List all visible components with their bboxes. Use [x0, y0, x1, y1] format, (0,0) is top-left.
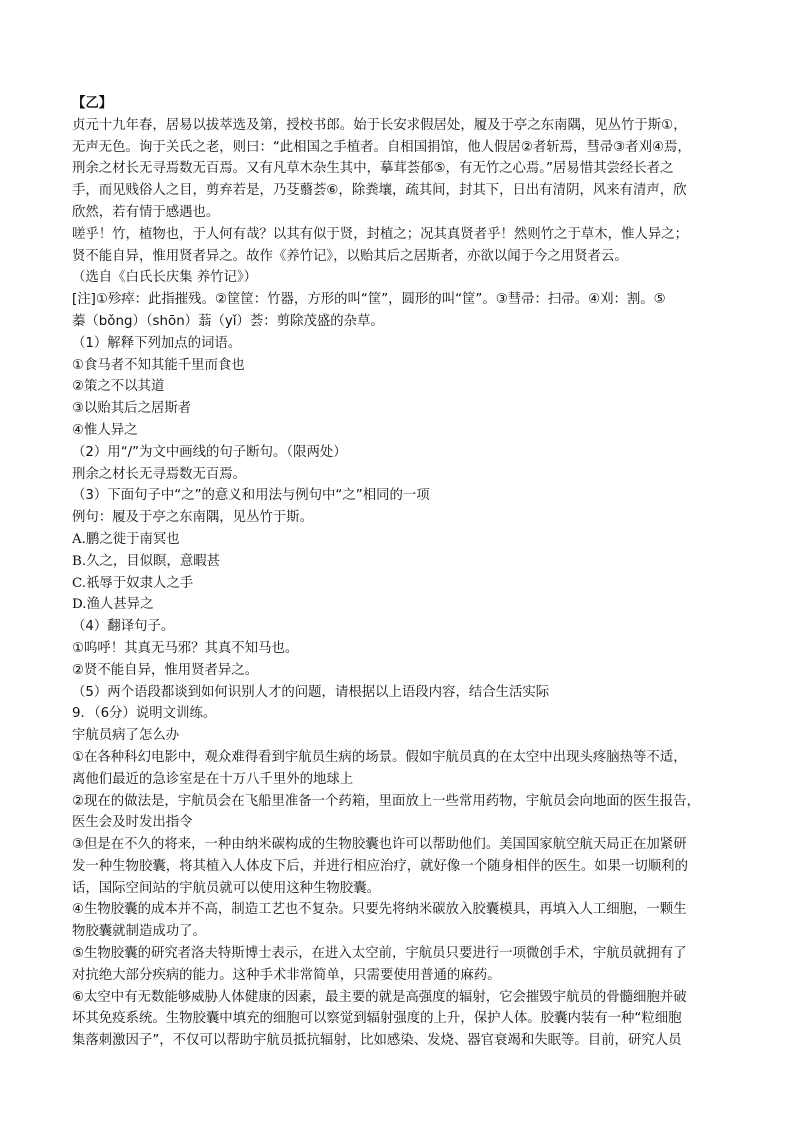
option-b: B.久之，目似瞑，意暇甚	[72, 553, 221, 569]
passage-line: 嗟乎！竹，植物也，于人何有哉？以其有似于贤，封植之；况其真贤者乎！然则竹之于草木，惟人异之；	[72, 226, 688, 242]
option-d: D.渔人甚异之	[72, 597, 154, 613]
article-line: 集落刺激因子”，不仅可以帮助宇航员抵抗辐射，比如感染、发烧、器官衰竭和失眠等。目前，研究人员	[72, 1033, 682, 1049]
passage-line: 欣然，若有情于感遇也。	[72, 204, 220, 220]
passage-line: 贤不能自异，惟用贤者异之。故作《养竹记》，以贻其后之居斯者，亦欲以闻于今之用贤者云。	[72, 248, 628, 264]
question-item: ①呜呼！其真无马邪？其真不知马也。	[72, 640, 299, 656]
article-line: 话，国际空间站的宇航员就可以使用这种生物胶囊。	[72, 880, 380, 896]
article-title: 宇航员病了怎么办	[72, 728, 180, 744]
article-line: 物胶囊就制造成功了。	[72, 924, 206, 940]
question-line: （5）两个语段都谈到如何识别人才的问题，请根据以上语段内容，结合生活实际	[72, 684, 550, 700]
article-line: ⑥太空中有无数能够威胁人体健康的因素，最主要的就是高强度的辐射，它会摧毁宇航员的骨髓细胞并破	[72, 989, 687, 1005]
question-line: （4）翻译句子。	[72, 619, 175, 635]
question-item: ②贤不能自异，惟用贤者异之。	[72, 662, 259, 678]
passage-line: 刑余之材长无寻焉数无百焉。又有凡草木杂生其中，摹茸荟郁⑤，有无竹之心焉。”居易惜其尝经长者之	[72, 161, 674, 177]
option-c: C.祇辱于奴隶人之手	[72, 575, 194, 591]
passage-line: 无声无色。询于关氏之老，则曰：“此相国之手植者。自相国捐馆，他人假居②者斩焉，彗帚③者刈④焉，	[72, 139, 691, 155]
question-item: 刑余之材长无寻焉数无百焉。	[72, 466, 247, 482]
question-line: （3）下面句子中“之”的意义和用法与例句中“之”相同的一项	[72, 488, 430, 504]
question-item: ③以贻其后之居斯者	[72, 401, 192, 417]
article-line: 发一种生物胶囊，将其植入人体皮下后，并进行相应治疗，就好像一个随身相伴的医生。如果一切顺利的	[72, 858, 688, 874]
question-item: ②策之不以其道	[72, 379, 165, 395]
question-line: 9．（6分）说明文训练。	[72, 706, 217, 722]
article-line: 离他们最近的急诊室是在十万八千里外的地球上	[72, 771, 354, 787]
article-line: ①在各种科幻电影中，观众难得看到宇航员生病的场景。假如宇航员真的在太空中出现头疼脑热等不适，	[72, 749, 687, 765]
annotation-line: [注]①殄瘁：此指摧残。②筐筐：竹器，方形的叫“筐”，圆形的叫“筐”。③彗帚：扫帚。④刈：割。⑤	[72, 292, 666, 308]
article-line: ④生物胶囊的成本并不高，制造工艺也不复杂。只要先将纳米碳放入胶囊模具，再填入人工细胞，一颗生	[72, 902, 687, 918]
section-heading: 【乙】	[72, 96, 113, 111]
source-note: （选自《白氏长庆集 养竹记》）	[72, 270, 258, 286]
question-line: （1）解释下列加点的词语。	[72, 335, 242, 351]
question-line: （2）用“/”为文中画线的句子断句。（限两处）	[72, 444, 347, 460]
article-line: 坏其免疫系统。生物胶囊中填充的细胞可以察觉到辐射强度的上升，保护人体。胶囊内装有一种“粒细胞	[72, 1011, 682, 1027]
article-line: ③但是在不久的将来，一种由纳米碳构成的生物胶囊也许可以帮助他们。美国国家航空航天局正在加紧研	[72, 837, 687, 853]
article-line: ②现在的做法是，宇航员会在飞船里准备一个药箱，里面放上一些常用药物，宇航员会向地面的医生报告，	[72, 793, 700, 809]
article-line: 对抗绝大部分疾病的能力。这种手术非常简单，只需要使用普通的麻药。	[72, 967, 501, 983]
question-item: ①食马者不知其能千里而食也	[72, 357, 245, 373]
document-page	[72, 93, 726, 1052]
passage-line: 贞元十九年春，居易以拔萃选及第，授校书郎。始于长安求假居处，履及于亭之东南隅，见丛竹于斯①，	[72, 117, 687, 133]
question-item: ④惟人异之	[72, 422, 138, 438]
option-a: A.鹏之徙于南冥也	[72, 531, 180, 547]
annotation-line: 蓁（bǒng）（shōn）蓊（yǐ）荟：剪除茂盛的杂草。	[72, 313, 384, 329]
passage-line: 手，而见贱俗人之目，剪弃若是，乃芟蘙荟⑥，除粪壤，疏其间，封其下，日出有清阴，风来有清声，欣	[72, 183, 687, 199]
article-line: 医生会及时发出指令	[72, 815, 193, 831]
article-line: ⑤生物胶囊的研究者洛夫特斯博士表示，在进入太空前，宇航员只要进行一项微创手术，宇航员就拥有了	[72, 946, 687, 962]
question-item: 例句：履及于亭之东南隅，见丛竹于斯。	[72, 510, 314, 526]
